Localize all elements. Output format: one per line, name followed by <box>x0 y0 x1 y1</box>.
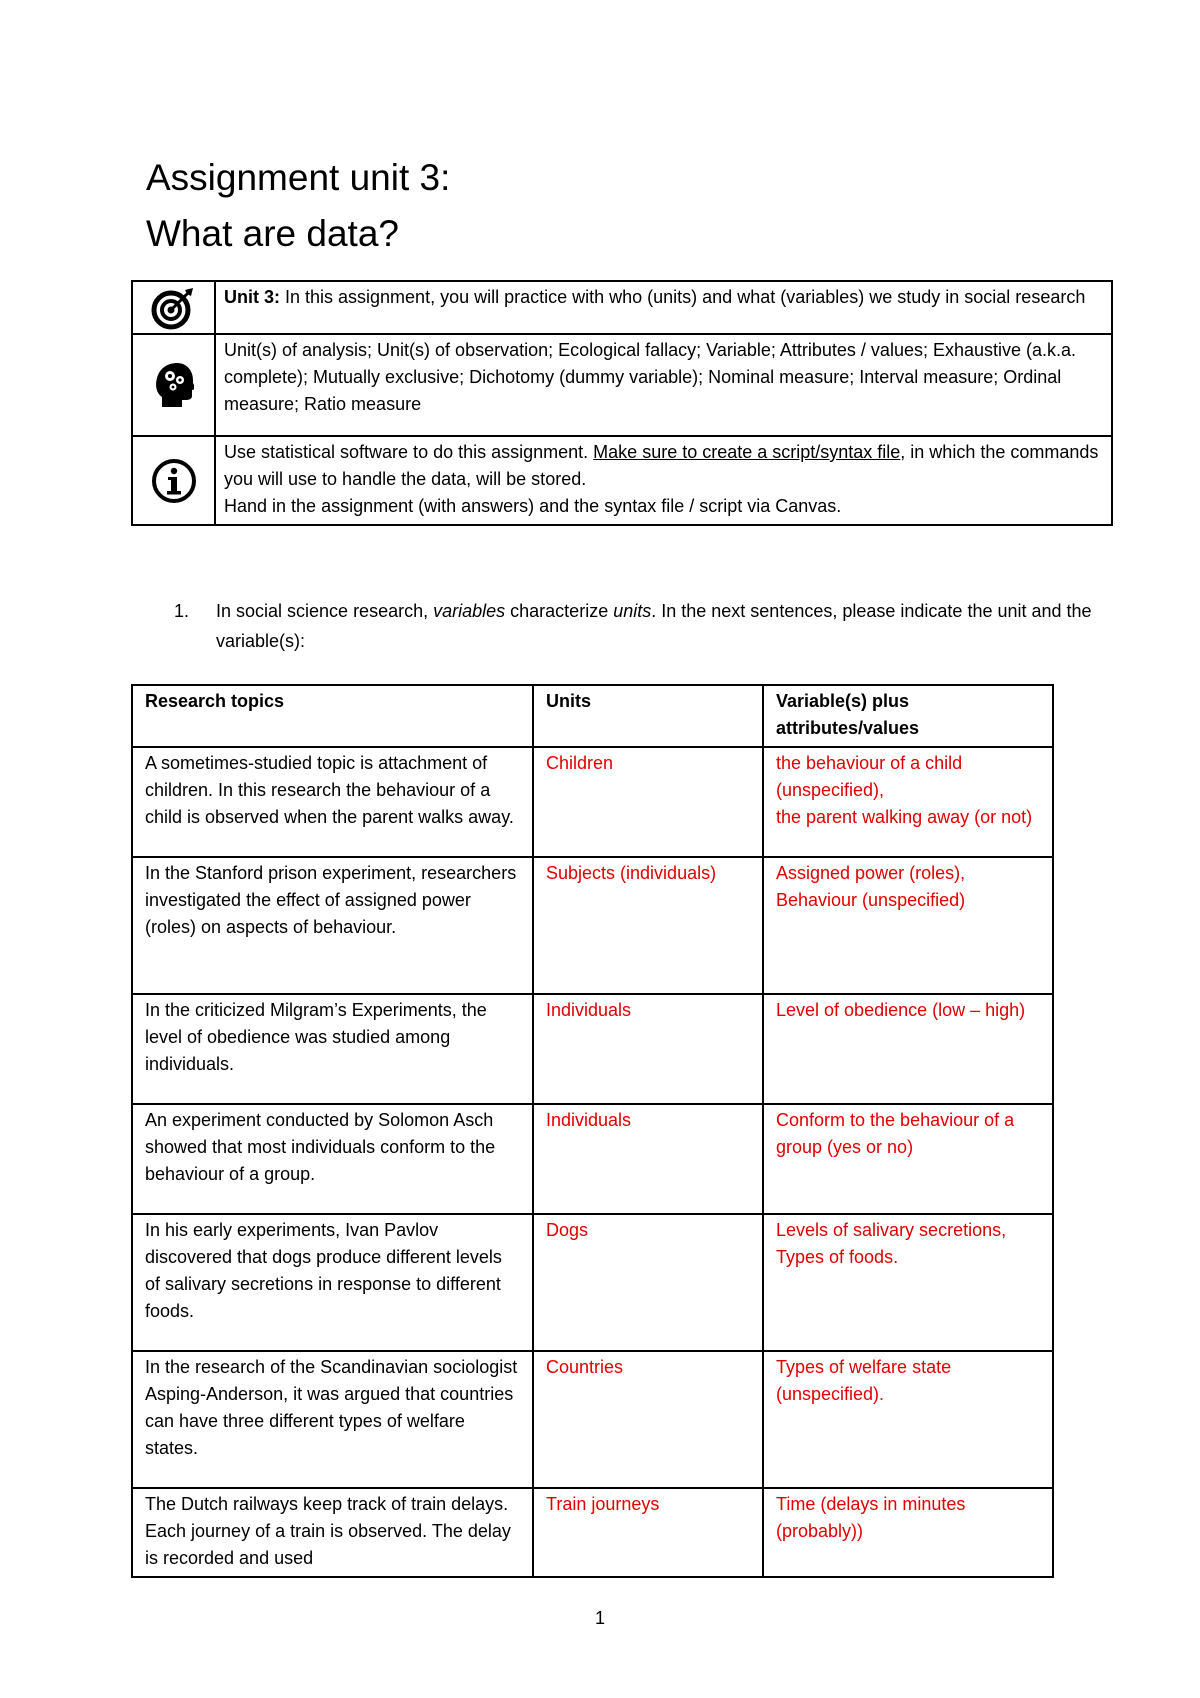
topic-cell: In his early experiments, Ivan Pavlov discovered that dogs produce different levels of salivary secretions in response to different foods. <box>132 1214 533 1351</box>
goal-text <box>215 281 1112 334</box>
table-header-row <box>132 685 1053 747</box>
unit-cell: Train journeys <box>533 1488 763 1577</box>
variables-text: the behaviour of a child (unspecified), the parent walking away (or not) <box>776 753 1033 827</box>
topic-cell: In the Stanford prison experiment, researchers investigated the effect of assigned power (roles) on aspects of behaviour. <box>132 857 533 994</box>
unit-cell: Individuals <box>533 994 763 1104</box>
info-box <box>131 280 1113 526</box>
question-text-part: In social science research, <box>216 601 434 621</box>
variables-cell <box>763 1488 1053 1577</box>
title-line-2: What are data? <box>146 213 399 254</box>
topic-cell: An experiment conducted by Solomon Asch showed that most individuals conform to the behaviour of a group. <box>132 1104 533 1214</box>
variables-text: Level of obedience (low – high) <box>776 1000 1026 1020</box>
goal-icon-cell <box>132 281 215 334</box>
instructions-underlined: Make sure to create a script/syntax file <box>593 442 901 462</box>
variables-text: Types of welfare state (unspecified). <box>776 1357 952 1404</box>
question-1 <box>174 596 1094 656</box>
question-text-part: . In the next sentences, please indicate the unit and the variable(s): <box>216 601 1092 651</box>
variables-cell <box>763 1214 1053 1351</box>
goal-description: In this assignment, you will practice with who (units) and what (variables) we study in social research <box>280 287 1086 307</box>
variables-text: Assigned power (roles), Behaviour (unspecified) <box>776 863 966 910</box>
variables-cell <box>763 747 1053 857</box>
instructions-text <box>215 436 1112 525</box>
research-topics-table <box>131 684 1054 1578</box>
head-gears-icon <box>154 361 194 409</box>
variables-cell <box>763 1104 1053 1214</box>
question-text-part: characterize <box>505 601 614 621</box>
variables-text: Time (delays in minutes (probably)) <box>776 1494 966 1541</box>
goal-label: Unit 3: <box>224 287 280 307</box>
variables-text: Levels of salivary secretions, Types of foods. <box>776 1220 1007 1267</box>
header-variables: Variable(s) plus attributes/values <box>763 685 1053 747</box>
instructions-line-2: Hand in the assignment (with answers) and the syntax file / script via Canvas. <box>224 496 842 516</box>
info-icon <box>151 458 197 504</box>
topic-cell: In the research of the Scandinavian sociologist Asping-Anderson, it was argued that countries can have three different types of welfare states. <box>132 1351 533 1488</box>
instructions-part-1: Use statistical software to do this assignment. <box>224 442 594 462</box>
variables-cell <box>763 994 1053 1104</box>
unit-cell: Countries <box>533 1351 763 1488</box>
variables-text: Conform to the behaviour of a group (yes or no) <box>776 1110 1015 1157</box>
variables-cell <box>763 857 1053 994</box>
table-row <box>132 994 1053 1104</box>
unit-cell: Children <box>533 747 763 857</box>
info-row-instructions <box>132 436 1112 525</box>
info-row-goal <box>132 281 1112 334</box>
info-row-concepts <box>132 334 1112 436</box>
table-row <box>132 747 1053 857</box>
variables-cell <box>763 1351 1053 1488</box>
question-text-italic: variables <box>433 601 506 621</box>
concepts-icon-cell <box>132 334 215 436</box>
page-number: 1 <box>594 1608 605 1628</box>
unit-cell: Subjects (individuals) <box>533 857 763 994</box>
unit-cell: Dogs <box>533 1214 763 1351</box>
unit-cell: Individuals <box>533 1104 763 1214</box>
topic-cell: A sometimes-studied topic is attachment of children. In this research the behaviour of a child is observed when the parent walks away. <box>132 747 533 857</box>
table-row <box>132 1214 1053 1351</box>
page-title <box>146 150 450 262</box>
header-units: Units <box>533 685 763 747</box>
concepts-text: Unit(s) of analysis; Unit(s) of observation; Ecological fallacy; Variable; Attributes / values; Exhaustive (a.k.a. complete); Mutually exclusive; Dichotomy (dummy variable); Nominal measure; Interval measure; Ordinal measure; Ratio measure <box>215 334 1112 436</box>
header-research-topics: Research topics <box>132 685 533 747</box>
table-row <box>132 1351 1053 1488</box>
info-icon-cell <box>132 436 215 525</box>
topic-cell: The Dutch railways keep track of train delays. Each journey of a train is observed. The delay is recorded and used <box>132 1488 533 1577</box>
topic-cell: In the criticized Milgram’s Experiments, the level of obedience was studied among individuals. <box>132 994 533 1104</box>
title-line-1: Assignment unit 3: <box>146 157 451 198</box>
table-row <box>132 1488 1053 1577</box>
question-number: 1. <box>174 601 190 621</box>
question-text-italic: units <box>613 601 652 621</box>
table-row <box>132 857 1053 994</box>
question-text <box>216 596 1094 656</box>
target-icon <box>151 286 197 330</box>
instructions-part-2: , in which the commands you will use to handle the data, will be stored. <box>224 442 1099 489</box>
table-row <box>132 1104 1053 1214</box>
